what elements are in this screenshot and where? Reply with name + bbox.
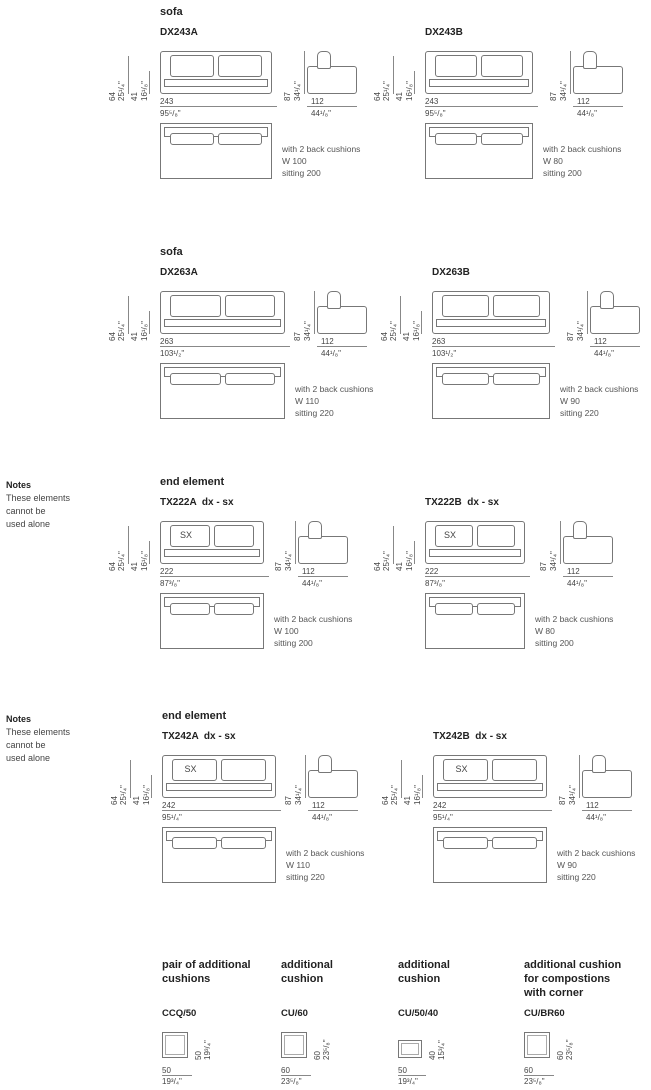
side-back-cushion xyxy=(592,755,606,773)
depth-in: 44¹/₈" xyxy=(577,109,597,118)
seat-height-in: 16¹/₈" xyxy=(140,551,149,571)
seat-cushion xyxy=(437,783,543,791)
plan-cushion xyxy=(435,133,477,145)
side-height-in: 34¹/₄" xyxy=(284,551,293,571)
height-dim-line xyxy=(401,760,402,798)
width-in: 95¹/₄" xyxy=(433,813,453,822)
depth-in: 44¹/₈" xyxy=(321,349,341,358)
side-dim-line xyxy=(314,291,315,334)
seat-cushion xyxy=(429,79,529,87)
width-in: 87³/₈" xyxy=(425,579,445,588)
width-dim-line xyxy=(162,810,281,811)
plan-cushion xyxy=(442,373,489,385)
width-in: 95⁵/₈" xyxy=(160,109,181,118)
section-title: end element xyxy=(160,476,225,488)
depth-in: 44¹/₈" xyxy=(594,349,614,358)
side-height-cm: 87 xyxy=(566,332,575,341)
product-code: TX242A dx - sx xyxy=(162,731,236,742)
seat-cushion xyxy=(164,549,260,557)
width-in: 103¹/₂" xyxy=(160,349,185,358)
description-line: W 80 xyxy=(543,156,563,166)
seat-dim-line xyxy=(149,71,150,94)
description-line: with 2 back cushions xyxy=(560,384,639,394)
height-dim-line xyxy=(128,526,129,564)
height-cm: 64 xyxy=(373,562,382,571)
sofa-side-view xyxy=(298,536,348,564)
side-dim-line xyxy=(305,755,306,798)
height-dim-line xyxy=(128,56,129,94)
section-title: end element xyxy=(162,710,227,722)
seat-height-in: 16¹/₈" xyxy=(405,551,414,571)
width-cm: 243 xyxy=(425,97,439,106)
width-cm: 243 xyxy=(160,97,174,106)
height-cm: 64 xyxy=(380,332,389,341)
width-in: 95¹/₄" xyxy=(162,813,182,822)
seat-dim-line xyxy=(421,311,422,334)
side-tag: SX xyxy=(180,530,193,540)
depth-dim-line xyxy=(590,346,640,347)
side-height-in: 34¹/₄" xyxy=(559,81,568,101)
accessory-code: CCQ/50 xyxy=(162,1008,197,1019)
depth-in: 44¹/₈" xyxy=(312,813,332,822)
accessory-dim-line xyxy=(162,1075,192,1076)
product-code: TX222A dx - sx xyxy=(160,497,234,508)
sofa-side-view xyxy=(308,770,358,798)
notes-line: These elements xyxy=(6,727,71,737)
depth-cm: 112 xyxy=(312,801,325,810)
accessory-dim-line xyxy=(398,1075,426,1076)
seat-cushion xyxy=(164,79,268,87)
plan-cushion xyxy=(170,603,210,615)
description-line: W 90 xyxy=(557,860,577,870)
depth-in: 44¹/₈" xyxy=(311,109,331,118)
plan-cushion xyxy=(221,837,266,849)
back-cushion xyxy=(218,55,262,77)
side-back-cushion xyxy=(573,521,587,539)
side-height-in: 34¹/₄" xyxy=(303,321,312,341)
description-line: with 2 back cushions xyxy=(535,614,614,624)
height-in: 25¹/₄" xyxy=(117,321,126,341)
depth-cm: 112 xyxy=(311,97,324,106)
seat-cushion xyxy=(429,549,521,557)
side-dim-line xyxy=(587,291,588,334)
width-in: 95⁵/₈" xyxy=(425,109,446,118)
sofa-side-view xyxy=(307,66,357,94)
seat-height-cm: 41 xyxy=(395,92,404,101)
plan-cushion xyxy=(481,133,523,145)
width-cm: 242 xyxy=(433,801,447,810)
seat-height-cm: 41 xyxy=(403,796,412,805)
accessory-height-in: 19³/₄" xyxy=(203,1040,212,1060)
accessory-height-in: 23⁵/₈" xyxy=(322,1039,331,1060)
accessory-dim-line xyxy=(281,1075,311,1076)
depth-cm: 112 xyxy=(567,567,580,576)
description-line: with 2 back cushions xyxy=(286,848,365,858)
depth-cm: 112 xyxy=(577,97,590,106)
side-tag: SX xyxy=(444,530,457,540)
depth-cm: 112 xyxy=(321,337,334,346)
accessory-height-cm: 60 xyxy=(556,1051,565,1060)
depth-in: 44¹/₈" xyxy=(302,579,322,588)
side-back-cushion xyxy=(600,291,614,309)
description-line: with 2 back cushions xyxy=(557,848,636,858)
sofa-side-view xyxy=(582,770,632,798)
back-cushion xyxy=(481,55,523,77)
seat-cushion xyxy=(436,319,546,327)
side-back-cushion xyxy=(308,521,322,539)
accessory-width-in: 23⁵/₈" xyxy=(524,1077,545,1086)
seat-dim-line xyxy=(414,541,415,564)
accessory-height-cm: 50 xyxy=(194,1051,203,1060)
width-in: 87³/₈" xyxy=(160,579,180,588)
accessory-dim-line xyxy=(524,1075,554,1076)
side-dim-line xyxy=(579,755,580,798)
accessory-height-in: 23⁵/₈" xyxy=(565,1039,574,1060)
width-dim-line xyxy=(425,576,530,577)
width-dim-line xyxy=(160,346,290,347)
seat-height-in: 16¹/₈" xyxy=(412,321,421,341)
description-line: with 2 back cushions xyxy=(295,384,374,394)
height-in: 25¹/₄" xyxy=(389,321,398,341)
accessory-width-cm: 60 xyxy=(281,1066,290,1075)
side-back-cushion xyxy=(318,755,332,773)
back-cushion xyxy=(442,295,489,317)
product-code: TX222B dx - sx xyxy=(425,497,499,508)
width-dim-line xyxy=(425,106,538,107)
description-line: sitting 200 xyxy=(535,638,574,648)
accessory-code: CU/BR60 xyxy=(524,1008,565,1019)
width-cm: 242 xyxy=(162,801,176,810)
product-code: TX242B dx - sx xyxy=(433,731,507,742)
height-dim-line xyxy=(393,526,394,564)
plan-cushion xyxy=(172,837,217,849)
side-height-in: 34¹/₄" xyxy=(568,785,577,805)
height-dim-line xyxy=(130,760,131,798)
side-height-in: 34¹/₄" xyxy=(576,321,585,341)
accessory-width-in: 23⁵/₈" xyxy=(281,1077,302,1086)
notes-line: cannot be xyxy=(6,740,46,750)
plan-cushion xyxy=(170,373,221,385)
height-cm: 64 xyxy=(108,92,117,101)
width-dim-line xyxy=(160,106,277,107)
depth-cm: 112 xyxy=(302,567,315,576)
description-line: W 100 xyxy=(274,626,299,636)
notes-line: used alone xyxy=(6,519,51,529)
back-cushion xyxy=(435,55,477,77)
accessory-title: with corner xyxy=(524,987,584,999)
accessory-code: CU/50/40 xyxy=(398,1008,439,1019)
height-cm: 64 xyxy=(110,796,119,805)
side-height-in: 34¹/₄" xyxy=(294,785,303,805)
plan-cushion xyxy=(214,603,254,615)
width-dim-line xyxy=(432,346,555,347)
height-in: 25¹/₄" xyxy=(119,785,128,805)
sofa-side-view xyxy=(317,306,367,334)
depth-cm: 112 xyxy=(586,801,599,810)
cushion-inner xyxy=(284,1035,304,1055)
description-line: sitting 200 xyxy=(282,168,321,178)
side-height-cm: 87 xyxy=(284,796,293,805)
seat-dim-line xyxy=(149,311,150,334)
seat-dim-line xyxy=(151,775,152,798)
plan-cushion xyxy=(218,133,262,145)
description-line: W 90 xyxy=(560,396,580,406)
accessory-title: additional xyxy=(281,959,333,971)
height-in: 25¹/₄" xyxy=(117,81,126,101)
description-line: sitting 220 xyxy=(557,872,596,882)
description-line: with 2 back cushions xyxy=(282,144,361,154)
side-height-cm: 87 xyxy=(558,796,567,805)
notes-line: These elements xyxy=(6,493,71,503)
seat-height-cm: 41 xyxy=(402,332,411,341)
description-line: W 110 xyxy=(286,860,310,870)
description-line: W 80 xyxy=(535,626,555,636)
back-cushion xyxy=(214,525,254,547)
product-code: DX243A xyxy=(160,27,198,38)
accessory-width-cm: 50 xyxy=(162,1066,171,1075)
height-cm: 64 xyxy=(108,562,117,571)
side-height-cm: 87 xyxy=(283,92,292,101)
plan-cushion xyxy=(443,837,488,849)
description-line: sitting 220 xyxy=(560,408,599,418)
side-height-in: 34¹/₄" xyxy=(549,551,558,571)
description-line: sitting 200 xyxy=(274,638,313,648)
notes-line: used alone xyxy=(6,753,51,763)
product-code: DX263A xyxy=(160,267,198,278)
height-dim-line xyxy=(400,296,401,334)
description-line: W 110 xyxy=(295,396,319,406)
seat-height-cm: 41 xyxy=(132,796,141,805)
accessory-title: cushion xyxy=(281,973,324,985)
notes-heading: Notes xyxy=(6,714,32,724)
height-cm: 64 xyxy=(373,92,382,101)
width-dim-line xyxy=(433,810,552,811)
section-title: sofa xyxy=(160,246,183,258)
plan-cushion xyxy=(492,837,537,849)
accessory-height-in: 15³/₄" xyxy=(437,1040,446,1060)
depth-dim-line xyxy=(307,106,357,107)
cushion-inner xyxy=(165,1035,185,1055)
plan-cushion xyxy=(435,603,473,615)
seat-dim-line xyxy=(414,71,415,94)
depth-in: 44¹/₈" xyxy=(586,813,606,822)
accessory-width-cm: 60 xyxy=(524,1066,533,1075)
height-dim-line xyxy=(128,296,129,334)
width-cm: 263 xyxy=(432,337,446,346)
back-cushion xyxy=(225,295,276,317)
depth-dim-line xyxy=(298,576,348,577)
sofa-side-view xyxy=(563,536,613,564)
accessory-title: for compostions xyxy=(524,973,611,985)
accessory-width-in: 19³/₄" xyxy=(398,1077,418,1086)
accessory-height-cm: 40 xyxy=(428,1051,437,1060)
section-title: sofa xyxy=(160,6,183,18)
side-back-cushion xyxy=(327,291,341,309)
side-tag: SX xyxy=(455,764,468,774)
plan-cushion xyxy=(225,373,276,385)
notes-heading: Notes xyxy=(6,480,32,490)
width-cm: 263 xyxy=(160,337,174,346)
depth-dim-line xyxy=(563,576,613,577)
seat-dim-line xyxy=(149,541,150,564)
width-cm: 222 xyxy=(160,567,174,576)
side-dim-line xyxy=(570,51,571,94)
seat-dim-line xyxy=(422,775,423,798)
description-line: W 100 xyxy=(282,156,307,166)
side-tag: SX xyxy=(184,764,197,774)
accessory-title: pair of additional xyxy=(162,959,251,971)
depth-dim-line xyxy=(582,810,632,811)
side-height-cm: 87 xyxy=(539,562,548,571)
back-cushion xyxy=(170,295,221,317)
notes-line: cannot be xyxy=(6,506,46,516)
back-cushion xyxy=(493,295,540,317)
depth-dim-line xyxy=(573,106,623,107)
seat-height-in: 16¹/₈" xyxy=(140,81,149,101)
side-dim-line xyxy=(560,521,561,564)
description-line: sitting 220 xyxy=(286,872,325,882)
accessory-width-cm: 50 xyxy=(398,1066,407,1075)
height-in: 25¹/₄" xyxy=(382,551,391,571)
side-back-cushion xyxy=(317,51,331,69)
product-code: DX243B xyxy=(425,27,463,38)
seat-height-cm: 41 xyxy=(130,562,139,571)
accessory-title: additional cushion xyxy=(524,959,622,971)
seat-height-in: 16¹/₈" xyxy=(140,321,149,341)
width-cm: 222 xyxy=(425,567,439,576)
side-height-in: 34¹/₄" xyxy=(293,81,302,101)
back-cushion xyxy=(221,759,266,781)
plan-cushion xyxy=(493,373,540,385)
accessory-code: CU/60 xyxy=(281,1008,308,1019)
side-back-cushion xyxy=(583,51,597,69)
height-cm: 64 xyxy=(108,332,117,341)
seat-cushion xyxy=(166,783,272,791)
side-dim-line xyxy=(295,521,296,564)
description-line: sitting 200 xyxy=(543,168,582,178)
seat-height-cm: 41 xyxy=(130,332,139,341)
seat-cushion xyxy=(164,319,281,327)
depth-dim-line xyxy=(308,810,358,811)
seat-height-in: 16¹/₈" xyxy=(413,785,422,805)
height-in: 25¹/₄" xyxy=(117,551,126,571)
plan-cushion xyxy=(477,603,515,615)
product-code: DX263B xyxy=(432,267,470,278)
height-cm: 64 xyxy=(381,796,390,805)
description-line: with 2 back cushions xyxy=(543,144,622,154)
plan-cushion xyxy=(170,133,214,145)
cushion-inner xyxy=(527,1035,547,1055)
back-cushion xyxy=(477,525,515,547)
seat-height-cm: 41 xyxy=(130,92,139,101)
seat-height-cm: 41 xyxy=(395,562,404,571)
width-dim-line xyxy=(160,576,269,577)
side-height-cm: 87 xyxy=(293,332,302,341)
back-cushion xyxy=(492,759,537,781)
seat-height-in: 16¹/₈" xyxy=(142,785,151,805)
description-line: with 2 back cushions xyxy=(274,614,353,624)
back-cushion xyxy=(170,55,214,77)
accessory-title: additional xyxy=(398,959,450,971)
depth-in: 44¹/₈" xyxy=(567,579,587,588)
side-height-cm: 87 xyxy=(549,92,558,101)
seat-height-in: 16¹/₈" xyxy=(405,81,414,101)
depth-dim-line xyxy=(317,346,367,347)
depth-cm: 112 xyxy=(594,337,607,346)
side-height-cm: 87 xyxy=(274,562,283,571)
height-in: 25¹/₄" xyxy=(382,81,391,101)
width-in: 103¹/₂" xyxy=(432,349,457,358)
accessory-height-cm: 60 xyxy=(313,1051,322,1060)
accessory-width-in: 19³/₄" xyxy=(162,1077,182,1086)
cushion-inner xyxy=(401,1043,419,1055)
accessory-title: cushions xyxy=(162,973,211,985)
description-line: sitting 220 xyxy=(295,408,334,418)
accessory-title: cushion xyxy=(398,973,441,985)
sofa-side-view xyxy=(573,66,623,94)
sofa-side-view xyxy=(590,306,640,334)
height-in: 25¹/₄" xyxy=(390,785,399,805)
height-dim-line xyxy=(393,56,394,94)
side-dim-line xyxy=(304,51,305,94)
